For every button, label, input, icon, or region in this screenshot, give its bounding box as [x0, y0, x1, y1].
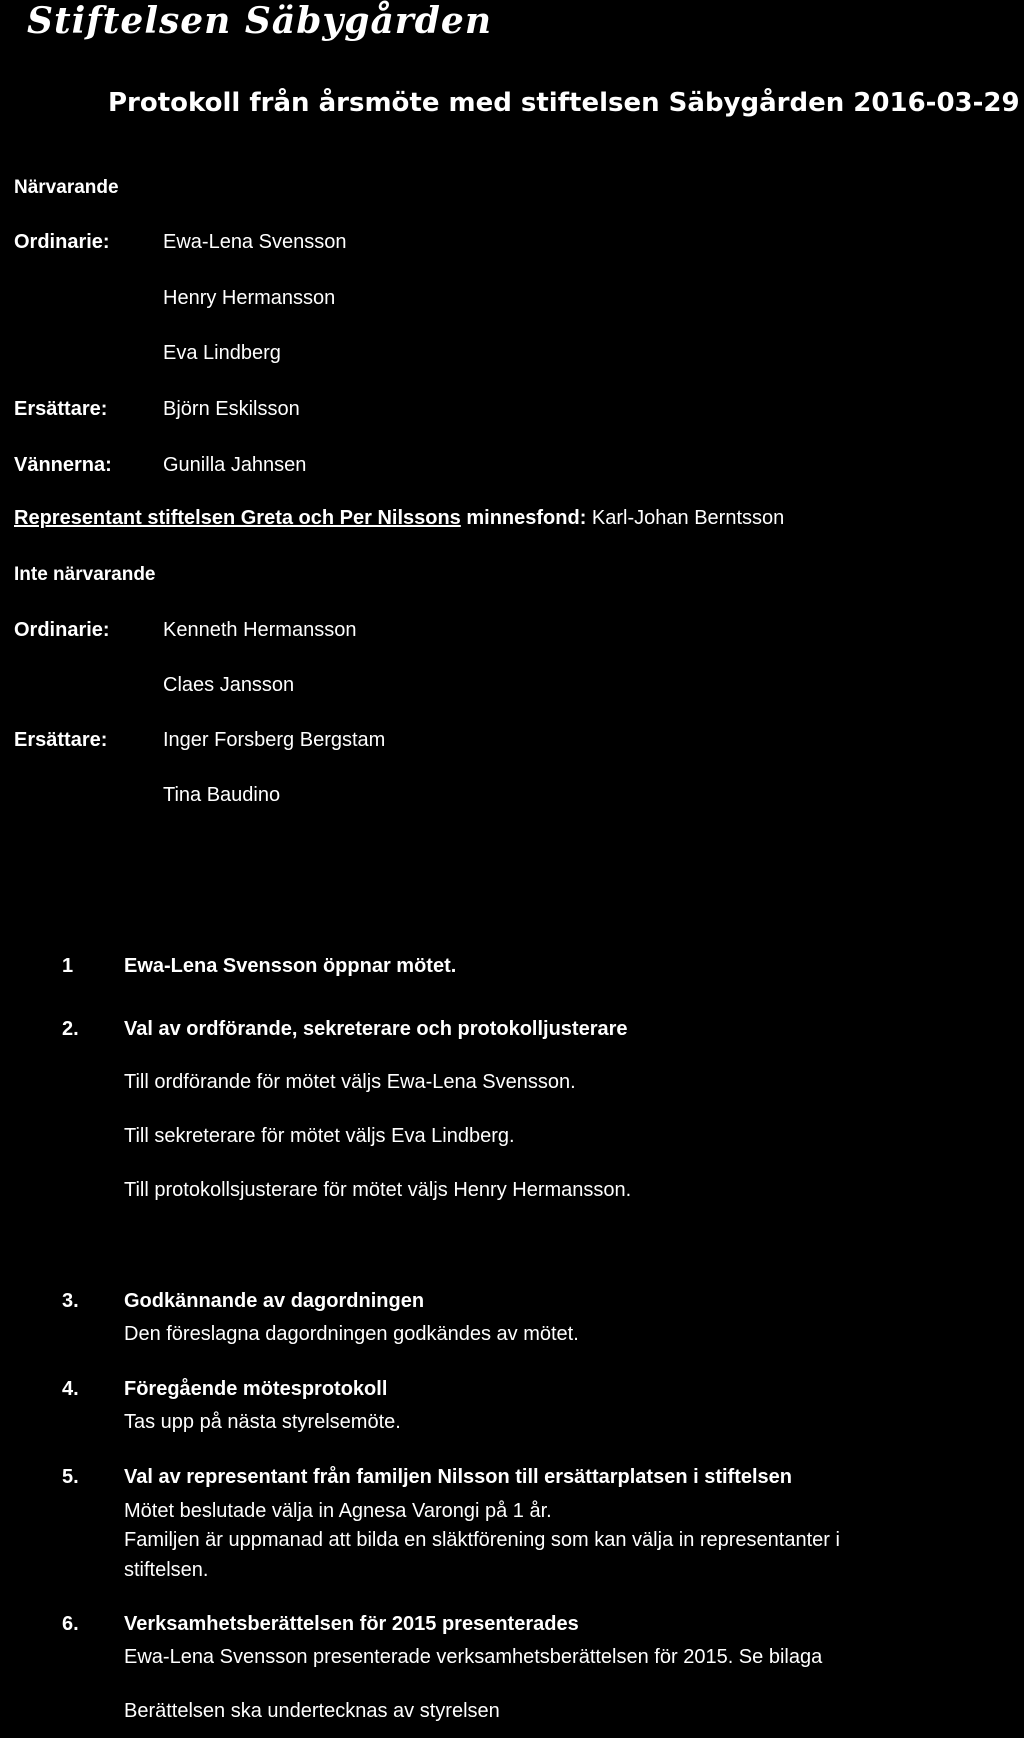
representative-label-rest: minnesfond: [460, 507, 587, 529]
item-number: 1 [62, 955, 74, 977]
absent-ersattare-name: Inger Forsberg Bergstam [163, 729, 386, 751]
present-ordinarie-name: Eva Lindberg [163, 342, 281, 364]
present-ersattare-label: Ersättare: [14, 398, 108, 420]
item-text: Ewa-Lena Svensson presenterade verksamhetsberättelsen för 2015. Se bilaga [124, 1646, 823, 1668]
absent-ordinarie-label: Ordinarie: [14, 619, 110, 641]
item-title: Val av representant från familjen Nilsson till ersättarplatsen i stiftelsen [124, 1466, 793, 1488]
item-text: Till ordförande för mötet väljs Ewa-Lena Svensson. [124, 1071, 576, 1093]
representative-line [14, 507, 784, 530]
item-text: Den föreslagna dagordningen godkändes av mötet. [124, 1323, 579, 1345]
page-title: Protokoll från årsmöte med stiftelsen Säbygården 2016-03-29 [108, 88, 1020, 118]
representative-name: Karl-Johan Berntsson [586, 507, 785, 529]
absent-ersattare-label: Ersättare: [14, 729, 108, 751]
present-ersattare-name: Björn Eskilsson [163, 398, 300, 420]
item-number: 3. [62, 1290, 79, 1312]
item-text: Berättelsen ska undertecknas av styrelsen [124, 1700, 500, 1722]
present-vannerna-name: Gunilla Jahnsen [163, 454, 307, 476]
item-number: 5. [62, 1466, 79, 1488]
present-ordinarie-label: Ordinarie: [14, 231, 110, 253]
item-number: 4. [62, 1378, 79, 1400]
absent-ordinarie-name: Kenneth Hermansson [163, 619, 357, 641]
item-title: Ewa-Lena Svensson öppnar mötet. [124, 955, 457, 977]
item-title: Föregående mötesprotokoll [124, 1378, 388, 1400]
item-number: 6. [62, 1613, 79, 1635]
present-ordinarie-name: Ewa-Lena Svensson [163, 231, 347, 253]
present-ordinarie-name: Henry Hermansson [163, 287, 336, 309]
absent-heading: Inte närvarande [14, 564, 156, 585]
absent-ordinarie-name: Claes Jansson [163, 674, 295, 696]
item-text: stiftelsen. [124, 1559, 209, 1581]
item-text: Mötet beslutade välja in Agnesa Varongi på 1 år. [124, 1500, 552, 1522]
item-text: Till sekreterare för mötet väljs Eva Lindberg. [124, 1125, 515, 1147]
item-number: 2. [62, 1018, 79, 1040]
item-title: Godkännande av dagordningen [124, 1290, 425, 1312]
item-text: Familjen är uppmanad att bilda en släktförening som kan välja in representanter i [124, 1529, 840, 1551]
item-title: Verksamhetsberättelsen för 2015 presenterades [124, 1613, 579, 1635]
representative-label-underlined: Representant stiftelsen Greta och Per Nilssons [14, 507, 461, 529]
present-vannerna-label: Vännerna: [14, 454, 112, 476]
letterhead: Stiftelsen Säbygården [27, 0, 493, 42]
item-text: Tas upp på nästa styrelsemöte. [124, 1411, 401, 1433]
present-heading: Närvarande [14, 177, 119, 198]
item-text: Till protokollsjusterare för mötet väljs Henry Hermansson. [124, 1179, 632, 1201]
item-title: Val av ordförande, sekreterare och protokolljusterare [124, 1018, 628, 1040]
absent-ersattare-name: Tina Baudino [163, 784, 281, 806]
